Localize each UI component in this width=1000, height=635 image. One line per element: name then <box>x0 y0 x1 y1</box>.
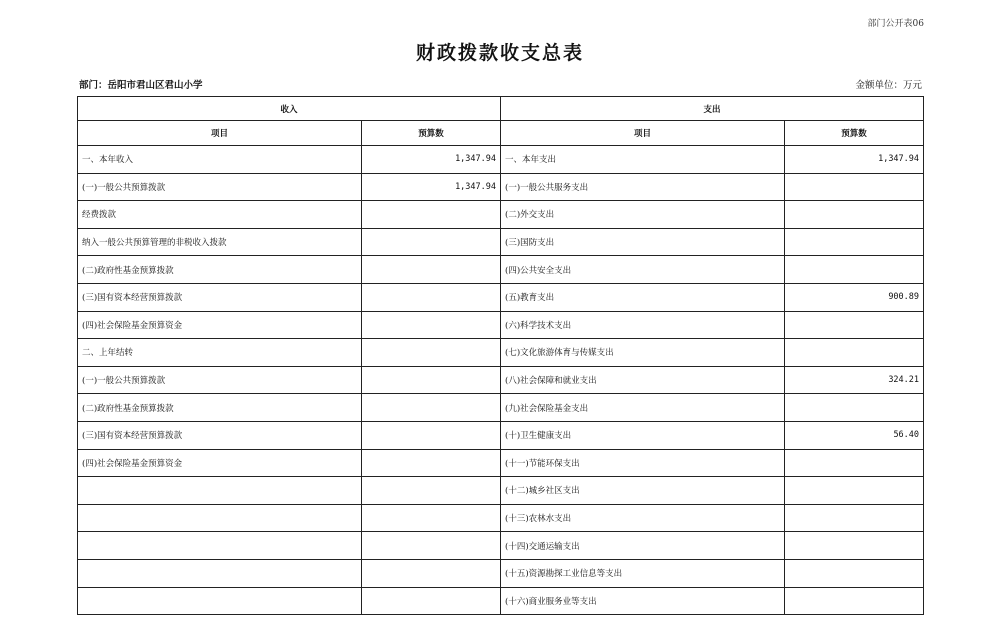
expense-item-cell: (十二)城乡社区支出 <box>501 477 785 505</box>
expense-item-cell: (二)外交支出 <box>501 201 785 229</box>
expense-value-cell <box>785 394 924 422</box>
table-row <box>78 449 924 477</box>
income-item-cell <box>78 587 362 615</box>
table-number: 部门公开表06 <box>867 19 924 29</box>
table-row <box>78 256 924 284</box>
expense-value-cell <box>785 339 924 367</box>
expense-value-cell <box>785 228 924 256</box>
table-row <box>78 339 924 367</box>
income-value-cell <box>362 421 501 449</box>
expense-value-cell <box>785 587 924 615</box>
table-row <box>78 311 924 339</box>
table-row <box>78 532 924 560</box>
expense-item-cell: (十六)商业服务业等支出 <box>501 587 785 615</box>
expense-item-cell: (四)公共安全支出 <box>501 256 785 284</box>
table-row <box>78 421 924 449</box>
expense-value-cell <box>785 532 924 560</box>
income-value-cell <box>362 366 501 394</box>
expense-item-cell: (十三)农林水支出 <box>501 504 785 532</box>
expense-item-cell: (一)一般公共服务支出 <box>501 173 785 201</box>
expense-item-cell: (十)卫生健康支出 <box>501 421 785 449</box>
income-item-cell <box>78 532 362 560</box>
income-value-cell <box>362 201 501 229</box>
income-item-header: 项目 <box>78 121 362 146</box>
expense-value-cell <box>785 173 924 201</box>
amount-unit-label: 金额单位：万元 <box>855 80 922 91</box>
table-row <box>78 504 924 532</box>
income-item-cell <box>78 504 362 532</box>
income-item-cell: (三)国有资本经营预算拨款 <box>78 421 362 449</box>
expense-item-cell: 一、本年支出 <box>501 146 785 174</box>
income-value-cell <box>362 311 501 339</box>
expense-value-cell <box>785 201 924 229</box>
expense-value-cell <box>785 477 924 505</box>
income-item-cell: 经费拨款 <box>78 201 362 229</box>
column-header-row <box>78 121 924 146</box>
income-item-cell: 纳入一般公共预算管理的非税收入拨款 <box>78 228 362 256</box>
expense-value-cell: 56.40 <box>785 421 924 449</box>
table-row <box>78 587 924 615</box>
expense-value-cell: 324.21 <box>785 366 924 394</box>
expense-value-cell <box>785 504 924 532</box>
income-item-cell: (三)国有资本经营预算拨款 <box>78 283 362 311</box>
income-item-cell: (一)一般公共预算拨款 <box>78 366 362 394</box>
income-item-cell: (一)一般公共预算拨款 <box>78 173 362 201</box>
section-header-row <box>78 97 924 121</box>
table-row <box>78 228 924 256</box>
income-item-cell <box>78 477 362 505</box>
table-row <box>78 366 924 394</box>
income-item-cell: (四)社会保险基金预算资金 <box>78 311 362 339</box>
expense-item-cell: (九)社会保险基金支出 <box>501 394 785 422</box>
expense-value-cell: 1,347.94 <box>785 146 924 174</box>
expense-value-cell: 900.89 <box>785 283 924 311</box>
table-body <box>78 146 924 615</box>
expense-budget-header: 预算数 <box>785 121 924 146</box>
income-value-cell <box>362 228 501 256</box>
table-row <box>78 283 924 311</box>
expense-item-cell: (七)文化旅游体育与传媒支出 <box>501 339 785 367</box>
income-value-cell: 1,347.94 <box>362 173 501 201</box>
expense-value-cell <box>785 559 924 587</box>
income-value-cell <box>362 504 501 532</box>
income-value-cell <box>362 559 501 587</box>
income-value-cell <box>362 283 501 311</box>
page-title: 财政拨款收支总表 <box>415 42 584 64</box>
expense-section-header: 支出 <box>501 97 924 121</box>
income-value-cell <box>362 587 501 615</box>
expense-item-cell: (五)教育支出 <box>501 283 785 311</box>
expense-item-cell: (六)科学技术支出 <box>501 311 785 339</box>
expense-value-cell <box>785 256 924 284</box>
table-row <box>78 173 924 201</box>
income-value-cell <box>362 532 501 560</box>
income-value-cell <box>362 477 501 505</box>
income-value-cell <box>362 394 501 422</box>
income-value-cell <box>362 449 501 477</box>
table-row <box>78 394 924 422</box>
income-item-cell: (二)政府性基金预算拨款 <box>78 256 362 284</box>
expense-value-cell <box>785 311 924 339</box>
income-item-cell: 一、本年收入 <box>78 146 362 174</box>
income-item-cell: (二)政府性基金预算拨款 <box>78 394 362 422</box>
expense-item-cell: (三)国防支出 <box>501 228 785 256</box>
table-row <box>78 477 924 505</box>
expense-item-cell: (十五)资源勘探工业信息等支出 <box>501 559 785 587</box>
expense-item-cell: (八)社会保障和就业支出 <box>501 366 785 394</box>
expense-item-header: 项目 <box>501 121 785 146</box>
expense-item-cell: (十一)节能环保支出 <box>501 449 785 477</box>
table-row <box>78 146 924 174</box>
income-item-cell: 二、上年结转 <box>78 339 362 367</box>
income-value-cell <box>362 339 501 367</box>
expense-value-cell <box>785 449 924 477</box>
income-item-cell <box>78 559 362 587</box>
department-label: 部门：岳阳市君山区君山小学 <box>79 80 203 91</box>
income-value-cell: 1,347.94 <box>362 146 501 174</box>
table-row <box>78 201 924 229</box>
income-value-cell <box>362 256 501 284</box>
income-item-cell: (四)社会保险基金预算资金 <box>78 449 362 477</box>
budget-table <box>77 96 924 615</box>
income-budget-header: 预算数 <box>362 121 501 146</box>
income-section-header: 收入 <box>78 97 501 121</box>
table-row <box>78 559 924 587</box>
expense-item-cell: (十四)交通运输支出 <box>501 532 785 560</box>
